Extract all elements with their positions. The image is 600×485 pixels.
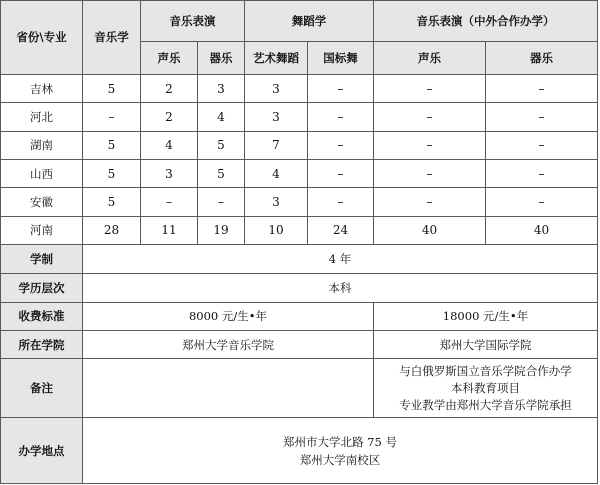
subheader-coop-instrumental: 器乐 [486, 41, 598, 74]
header-music-performance-coop: 音乐表演（中外合作办学） [374, 1, 598, 42]
count-cell: 7 [245, 131, 308, 159]
province-cell: 吉林 [1, 74, 83, 102]
count-cell: 5 [198, 159, 245, 187]
count-cell: – [198, 188, 245, 216]
count-cell: – [374, 188, 486, 216]
province-cell: 湖南 [1, 131, 83, 159]
table-row [1, 74, 598, 102]
count-cell: 2 [141, 103, 198, 131]
count-cell: 3 [245, 74, 308, 102]
count-cell: – [374, 131, 486, 159]
province-cell: 安徽 [1, 188, 83, 216]
count-cell: 3 [245, 103, 308, 131]
level-value: 本科 [83, 274, 598, 302]
table-row [1, 216, 598, 244]
table-row [1, 131, 598, 159]
remarks-coop-line: 专业教学由郑州大学音乐学院承担 [399, 397, 572, 412]
location-value [83, 418, 598, 484]
header-music-studies: 音乐学 [83, 1, 141, 75]
table-row [1, 188, 598, 216]
count-cell: 5 [83, 74, 141, 102]
college-coop: 郑州大学国际学院 [374, 331, 598, 359]
header-corner: 省份\专业 [1, 1, 83, 75]
province-cell: 河南 [1, 216, 83, 244]
count-cell: 2 [141, 74, 198, 102]
count-cell: 3 [245, 188, 308, 216]
duration-label: 学制 [1, 244, 83, 273]
subheader-ballroom: 国标舞 [308, 41, 374, 74]
count-cell: 11 [141, 216, 198, 244]
subheader-coop-vocal: 声乐 [374, 41, 486, 74]
count-cell: 19 [198, 216, 245, 244]
count-cell: 4 [198, 103, 245, 131]
count-cell: – [308, 103, 374, 131]
count-cell: 4 [141, 131, 198, 159]
table-row [1, 103, 598, 131]
count-cell: – [486, 131, 598, 159]
fee-value-coop: 18000 元/生•年 [374, 302, 598, 330]
college-label: 所在学院 [1, 331, 83, 359]
location-label: 办学地点 [1, 418, 83, 484]
count-cell: 40 [374, 216, 486, 244]
count-cell: – [308, 159, 374, 187]
count-cell: – [374, 74, 486, 102]
count-cell: – [308, 74, 374, 102]
count-cell: 3 [141, 159, 198, 187]
remarks-label: 备注 [1, 359, 83, 418]
duration-value: 4 年 [83, 244, 598, 273]
remarks-coop-line: 本科教育项目 [451, 380, 520, 395]
count-cell: – [374, 159, 486, 187]
level-label: 学历层次 [1, 274, 83, 302]
province-cell: 山西 [1, 159, 83, 187]
subheader-instrumental: 器乐 [198, 41, 245, 74]
count-cell: – [486, 103, 598, 131]
header-dance-studies: 舞蹈学 [245, 1, 374, 42]
count-cell: – [374, 103, 486, 131]
count-cell: 24 [308, 216, 374, 244]
count-cell: 28 [83, 216, 141, 244]
count-cell: 10 [245, 216, 308, 244]
subheader-vocal: 声乐 [141, 41, 198, 74]
count-cell: – [308, 131, 374, 159]
count-cell: – [486, 159, 598, 187]
remarks-coop-line: 与白俄罗斯国立音乐学院合作办学 [399, 363, 572, 378]
count-cell: 40 [486, 216, 598, 244]
count-cell: – [486, 188, 598, 216]
count-cell: 5 [83, 131, 141, 159]
remarks-regular [83, 359, 374, 418]
header-music-performance: 音乐表演 [141, 1, 245, 42]
count-cell: 5 [83, 159, 141, 187]
count-cell: – [141, 188, 198, 216]
count-cell: – [83, 103, 141, 131]
count-cell: – [486, 74, 598, 102]
location-line: 郑州市大学北路 75 号 [283, 434, 397, 449]
remarks-coop [374, 359, 598, 418]
college-regular: 郑州大学音乐学院 [83, 331, 374, 359]
table-row [1, 159, 598, 187]
location-line: 郑州大学南校区 [299, 452, 381, 467]
count-cell: – [308, 188, 374, 216]
count-cell: 5 [83, 188, 141, 216]
subheader-art-dance: 艺术舞蹈 [245, 41, 308, 74]
province-cell: 河北 [1, 103, 83, 131]
count-cell: 4 [245, 159, 308, 187]
fee-value-regular: 8000 元/生•年 [83, 302, 374, 330]
count-cell: 3 [198, 74, 245, 102]
count-cell: 5 [198, 131, 245, 159]
fee-label: 收费标准 [1, 302, 83, 330]
